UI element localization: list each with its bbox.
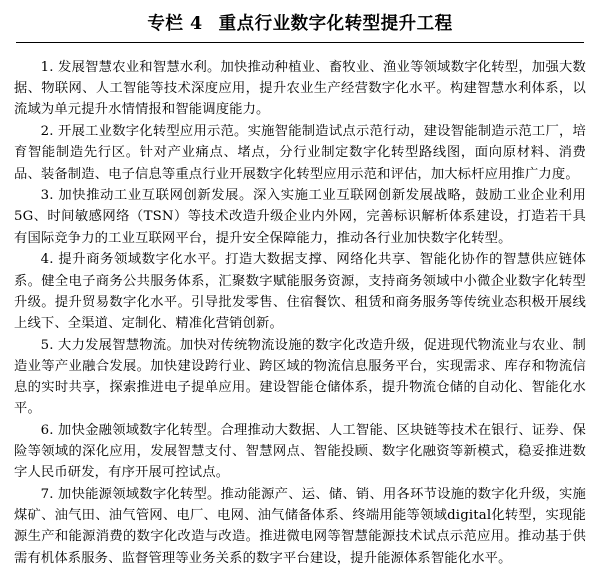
paragraph-3: 3. 加快推动工业互联网创新发展。深入实施工业互联网创新发展战略，鼓励工业企业利用 5G、时间敏感网络（TSN）等技术改造升级企业内外网，完善标识解析体系建设，打造若干具有国际竞争力的工业互联网平台，提升安全保障能力，推动各行业加快数字化转型。 <box>14 188 586 246</box>
title-column-number: 专栏 4 <box>147 14 203 34</box>
page-title <box>14 10 586 35</box>
paragraph-7: 7. 加快能源领域数字化转型。推动能源产、运、储、销、用各环节设施的数字化升级，实施煤矿、油气田、油气管网、电厂、电网、油气储备体系、终端用能等领域digital化转型，实现能源生产和能源消费的数字化改造与改造。推进微电网等智慧能源技术试点示范应用。推动基于供需有机体系服务、监督管理等业务关系的数字平台建设，提升能源体系智能化水平。 <box>14 487 586 566</box>
title-heading: 重点行业数字化转型提升工程 <box>218 14 453 34</box>
title-divider <box>16 42 584 43</box>
paragraph-5: 5. 大力发展智慧物流。加快对传统物流设施的数字化改造升级，促进现代物流业与农业、制造业等产业融合发展。加快建设跨行业、跨区域的物流信息服务平台，实现需求、库存和物流信息的实时共享，探索推进电子提单应用。建设智能仓储体系，提升物流仓储的自动化、智能化水平。 <box>14 337 586 417</box>
paragraph-6: 6. 加快金融领域数字化转型。合理推动大数据、人工智能、区块链等技术在银行、证券、保险等领域的深化应用，发展智慧支付、智慧网点、智能投顾、数字化融资等新模式，稳妥推进数字人民币研发，有序开展可控试点。 <box>14 422 586 481</box>
document-body <box>14 49 586 569</box>
paragraph-2: 2. 开展工业数字化转型应用示范。实施智能制造试点示范行动，建设智能制造示范工厂，培育智能制造先行区。针对产业痛点、堵点，分行业制定数字化转型路线图，面向原材料、消费品、装备制造、电子信息等重点行业开展数字化转型应用示范和评估，加大标杆应用推广力度。 <box>14 124 586 182</box>
paragraph-1: 1. 发展智慧农业和智慧水利。加快推动种植业、畜牧业、渔业等领域数字化转型，加强大数据、物联网、人工智能等技术深度应用，提升农业生产经营数字化水平。构建智慧水利体系，以流域为单元提升水情情报和智能调度能力。 <box>14 60 586 118</box>
paragraph-4: 4. 提升商务领域数字化水平。打造大数据支撑、网络化共享、智能化协作的智慧供应链体系。健全电子商务公共服务体系，汇聚数字赋能服务资源，支持商务领域中小微企业数字化转型升级。提升贸易数字化水平。引导批发零售、住宿餐饮、租赁和商务服务等传统业态积极开展线上线下、全渠道、定制化、精准化营销创新。 <box>14 252 586 331</box>
page-title-block <box>14 8 586 49</box>
